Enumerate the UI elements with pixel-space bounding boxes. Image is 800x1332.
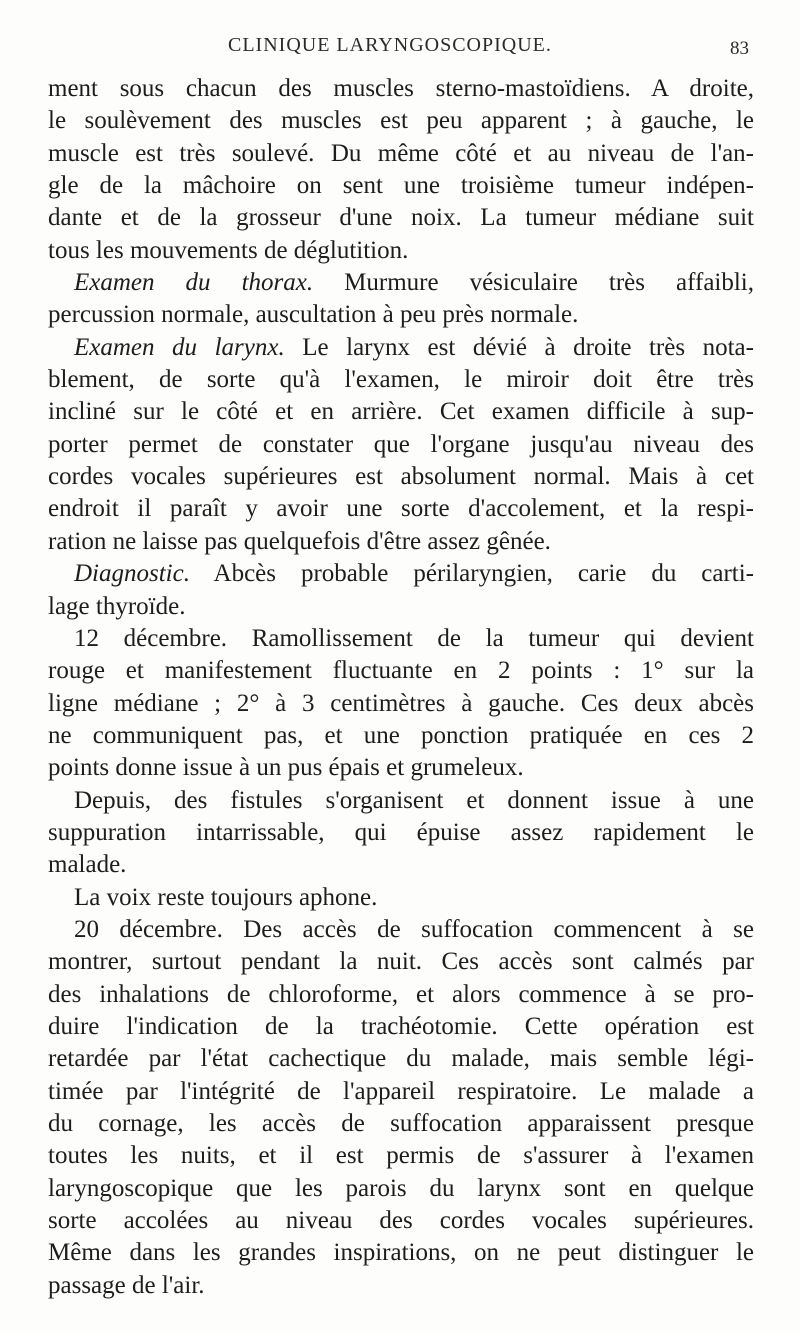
text-line [48,882,754,914]
line-text: retardée par l'état cachectique du malade, mais semble légi- [48,1045,754,1073]
line-text: montrer, surtout pendant la nuit. Ces accès sont calmés par [48,948,754,976]
text-line [48,429,754,461]
text-line [48,591,754,623]
text-line [48,138,754,170]
line-text: ment sous chacun des muscles sterno-mastoïdiens. A droite, [48,75,754,102]
line-text: ne communiquent pas, et une ponction pratiquée en ces 2 [48,721,754,749]
line-text: duire l'indication de la trachéotomie. Cette opération est [48,1012,754,1040]
line-text: tous les mouvements de déglutition. [48,236,409,264]
line-text: suppuration intarrissable, qui épuise assez rapidement le [48,818,754,846]
line-text: malade. [48,851,127,879]
text-line [48,655,754,687]
line-text: Abcès probable périlaryngien, carie du carti- [189,560,754,588]
section-heading: Examen du thorax. [74,269,314,297]
text-line [48,1173,754,1205]
text-line [48,1108,754,1140]
line-text: Murmure vésiculaire très affaibli, [313,269,754,297]
text-line [48,332,754,364]
text-line [48,235,754,267]
line-text: points donne issue à un pus épais et grumeleux. [48,754,524,782]
line-text: gle de la mâchoire on sent une troisième tumeur indépen- [48,172,754,200]
text-line [48,914,754,946]
line-text: des inhalations de chloroforme, et alors commence à se pro- [48,980,754,1008]
line-text: incliné sur le côté et en arrière. Cet examen difficile à sup- [48,398,754,426]
text-line [48,688,754,720]
line-text: toutes les nuits, et il est permis de s'assurer à l'examen [48,1142,754,1170]
text-line [48,202,754,234]
line-text: muscle est très soulevé. Du même côté et au niveau de l'an- [48,139,754,167]
line-text: Le larynx est dévié à droite très nota- [284,333,754,361]
running-head [0,30,800,70]
text-line [48,979,754,1011]
text-line [48,785,754,817]
text-line [48,267,754,299]
text-line [48,299,754,331]
text-line [48,1140,754,1172]
line-text: endroit il paraît y avoir une sorte d'accolement, et la respi- [48,495,754,523]
page-number: 83 [730,38,749,59]
line-text: dante et de la grosseur d'une noix. La tumeur médiane suit [48,204,754,232]
line-text: laryngoscopique que les parois du larynx sont en quelque [48,1174,754,1202]
line-text: cordes vocales supérieures est absolument normal. Mais à cet [48,463,754,491]
text-line [48,364,754,396]
line-text: porter permet de constater que l'organe jusqu'au niveau des [48,430,754,458]
running-title: CLINIQUE LARYNGOSCOPIQUE. [228,34,552,56]
line-text: ligne médiane ; 2° à 3 centimètres à gauche. Ces deux abcès [48,689,754,717]
line-text: du cornage, les accès de suffocation apparaissent presque [48,1110,754,1137]
line-text: La voix reste toujours aphone. [74,883,378,911]
text-line [48,623,754,655]
text-line [48,396,754,428]
text-line [48,720,754,752]
line-text: blement, de sorte qu'à l'examen, le miroir doit être très [48,366,754,394]
body-text [48,73,754,1302]
section-heading: Diagnostic. [74,560,190,588]
text-line [48,1011,754,1043]
text-line [48,493,754,525]
line-text: 12 décembre. Ramollissement de la tumeur qui devient [74,624,754,652]
line-text: le soulèvement des muscles est peu apparent ; à gauche, le [48,107,754,135]
text-line [48,170,754,202]
text-line [48,1076,754,1108]
text-line [48,1043,754,1075]
text-line [48,73,754,105]
line-text: percussion normale, auscultation à peu près normale. [48,301,579,329]
text-line [48,105,754,137]
line-text: rouge et manifestement fluctuante en 2 points : 1° sur la [48,657,754,685]
text-line [48,461,754,493]
line-text: lage thyroïde. [48,592,186,620]
line-text: 20 décembre. Des accès de suffocation commencent à se [74,915,754,943]
text-line [48,817,754,849]
text-line [48,526,754,558]
section-heading: Examen du larynx. [74,333,285,361]
text-line [48,1237,754,1269]
line-text: ration ne laisse pas quelquefois d'être assez gênée. [48,527,551,555]
text-line [48,1270,754,1302]
line-text: timée par l'intégrité de l'appareil respiratoire. Le malade a [48,1077,754,1105]
line-text: Même dans les grandes inspirations, on ne peut distinguer le [48,1239,754,1267]
line-text: passage de l'air. [48,1271,205,1299]
text-line [48,752,754,784]
text-line [48,849,754,881]
line-text: sorte accolées au niveau des cordes vocales supérieures. [48,1207,754,1235]
text-line [48,558,754,590]
line-text: Depuis, des fistules s'organisent et donnent issue à une [74,786,754,814]
text-line [48,1205,754,1237]
text-line [48,946,754,978]
